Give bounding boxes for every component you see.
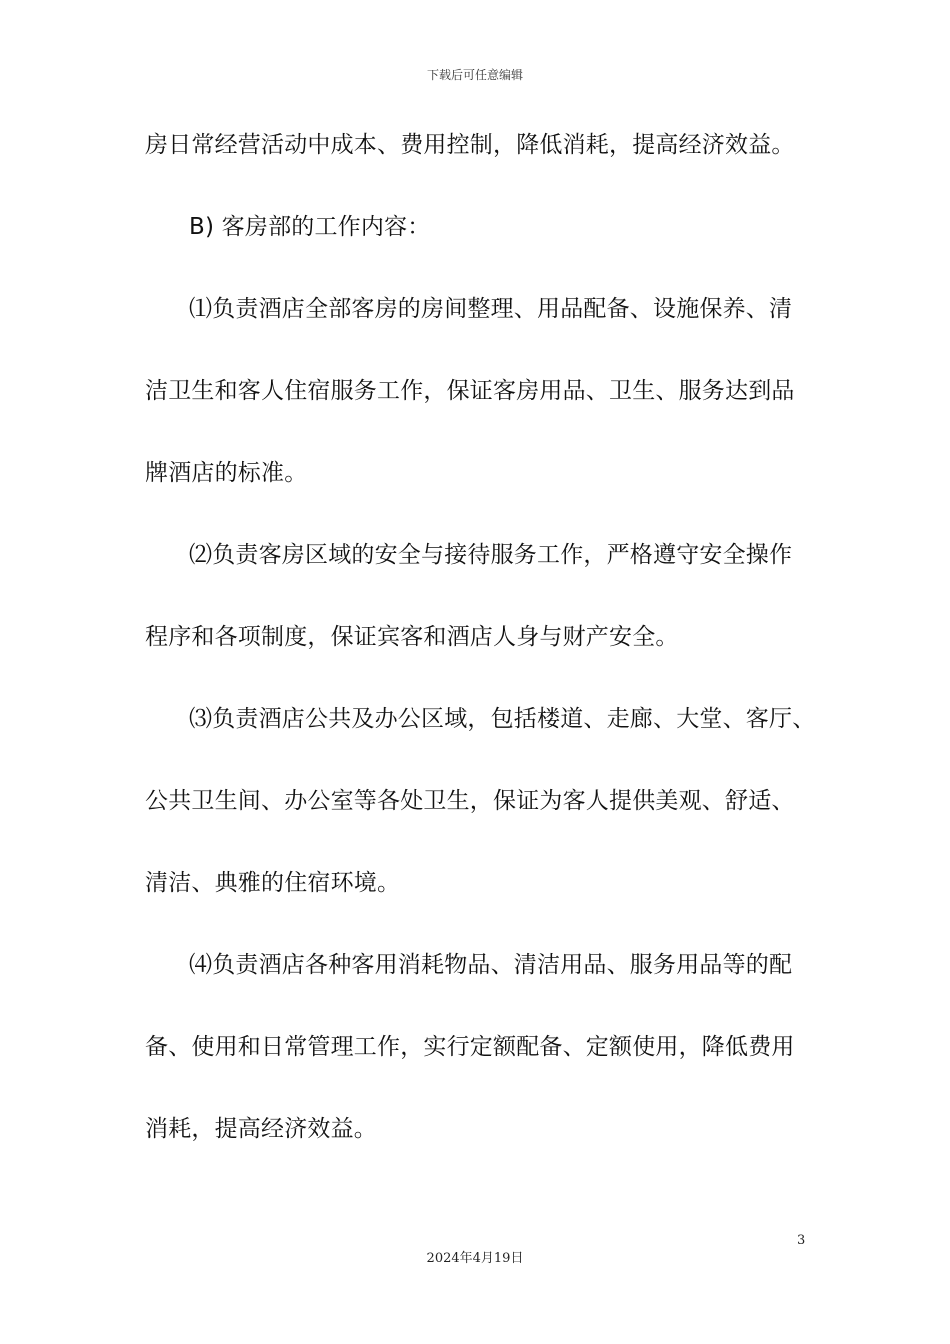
paragraph-line: 公共卫生间、办公室等各处卫生，保证为客人提供美观、舒适、 <box>145 788 795 814</box>
page-number: 3 <box>797 1233 806 1248</box>
paragraph-line: 清洁、典雅的住宿环境。 <box>145 870 401 896</box>
paragraph-line: 备、使用和日常管理工作，实行定额配备、定额使用，降低费用 <box>145 1034 795 1060</box>
paragraph-line: ⑴负责酒店全部客房的房间整理、用品配备、设施保养、清 <box>189 296 793 322</box>
header-note: 下载后可任意编辑 <box>426 68 523 82</box>
paragraph-line: 消耗，提高经济效益。 <box>145 1116 377 1142</box>
paragraph-line: 程序和各项制度，保证宾客和酒店人身与财产安全。 <box>145 624 679 650</box>
paragraph-line: ⑷负责酒店各种客用消耗物品、清洁用品、服务用品等的配 <box>189 952 793 978</box>
paragraph-line: 洁卫生和客人住宿服务工作，保证客房用品、卫生、服务达到品 <box>145 378 795 404</box>
paragraph-line: 房日常经营活动中成本、费用控制，降低消耗，提高经济效益。 <box>145 132 795 158</box>
paragraph-line: 牌酒店的标准。 <box>145 460 308 486</box>
paragraph-line: ⑵负责客房区域的安全与接待服务工作，严格遵守安全操作 <box>189 542 793 568</box>
section-heading: B) 客房部的工作内容： <box>189 214 431 240</box>
paragraph-line: ⑶负责酒店公共及办公区域，包括楼道、走廊、大堂、客厅、 <box>189 706 816 732</box>
footer-date: 2024年4月19日 <box>426 1251 524 1266</box>
